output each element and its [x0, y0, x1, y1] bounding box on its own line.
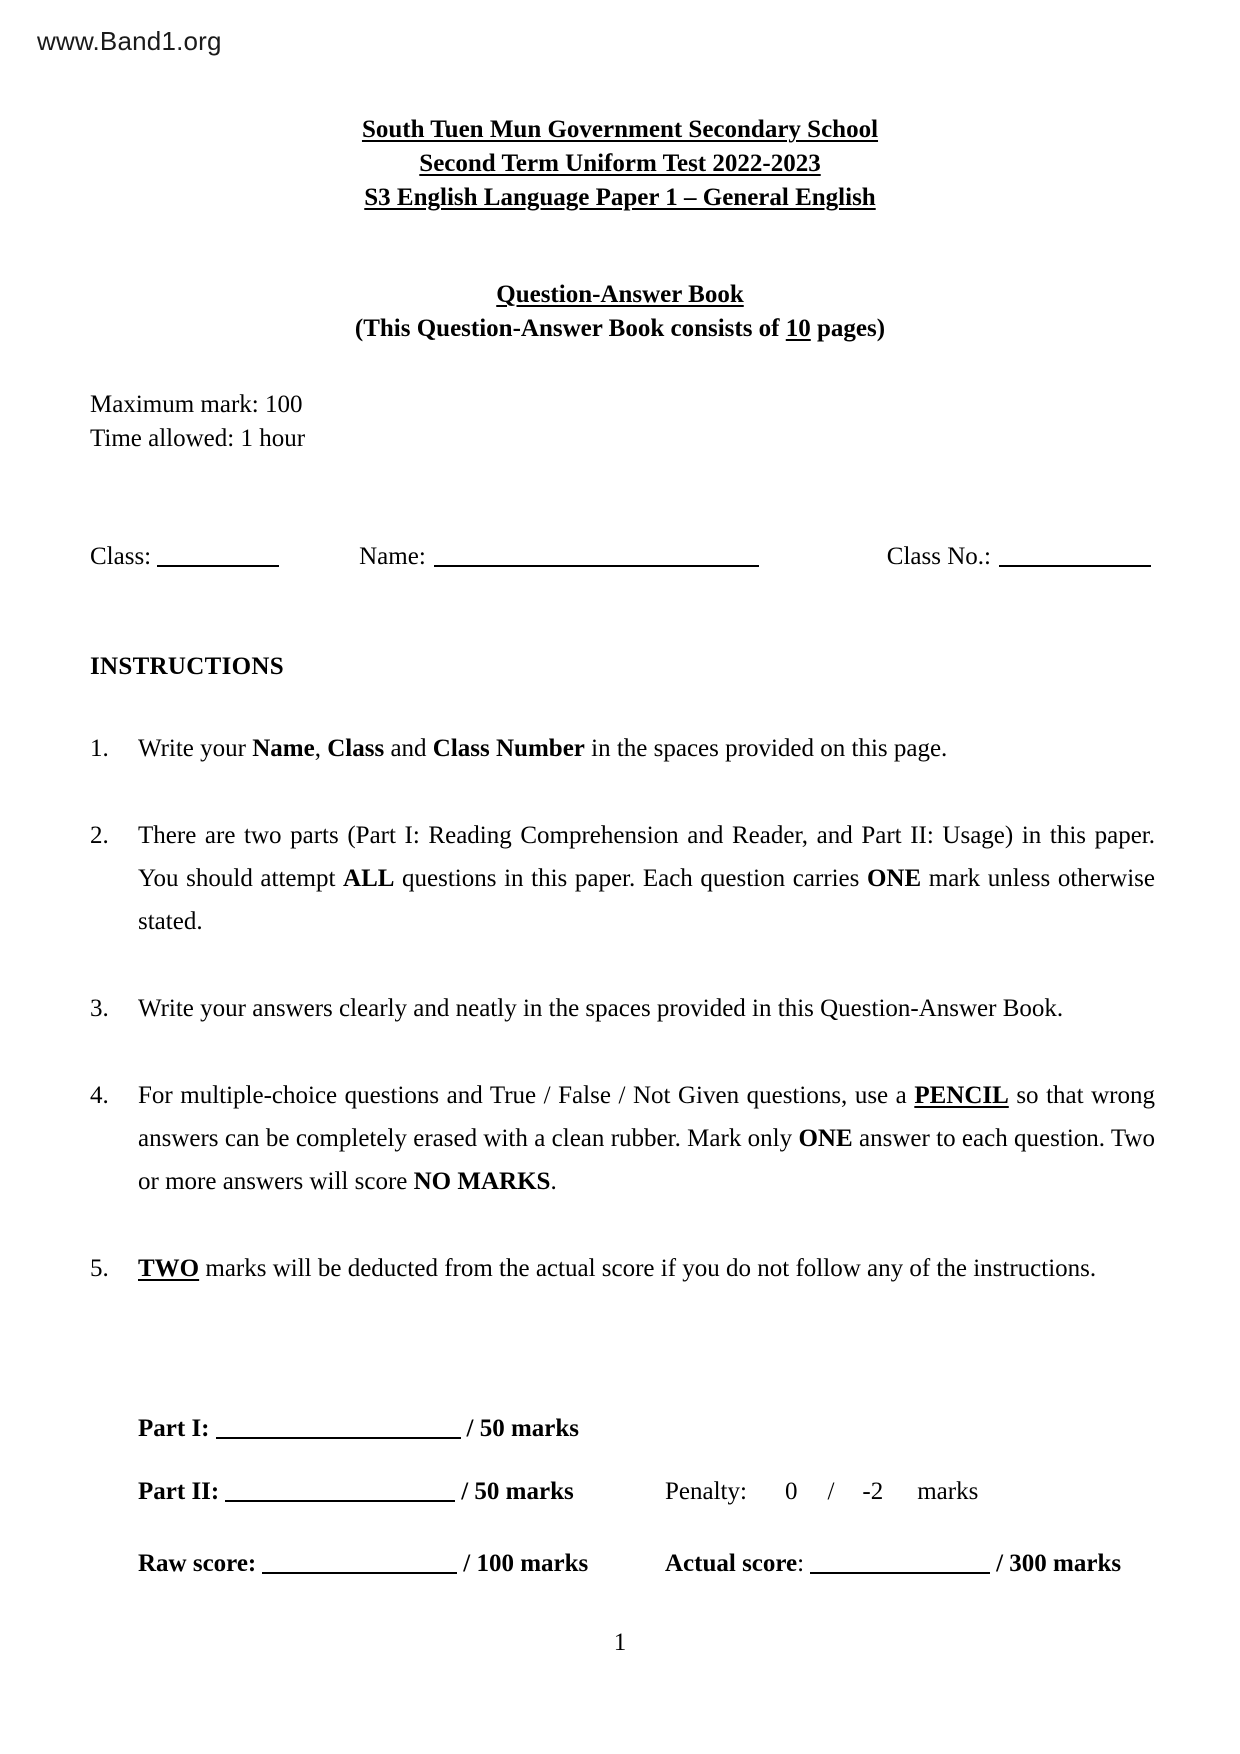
instruction-number: 5. — [90, 1255, 109, 1282]
test-title-line — [0, 147, 1240, 181]
part1-label: Part I: — [138, 1415, 210, 1442]
raw-score-label: Raw score: — [138, 1550, 257, 1577]
raw-score-blank — [262, 1572, 457, 1574]
part2-marks: / 50 marks — [461, 1478, 574, 1505]
book-title: Question-Answer Book — [496, 281, 744, 308]
time-allowed: Time allowed: 1 hour — [90, 425, 306, 452]
instruction-number: 2. — [90, 822, 109, 849]
page-count-note: (This Question-Answer Book consists of 10 pages) — [354, 315, 886, 342]
actual-score-group — [665, 1550, 1121, 1577]
penalty-zero-value: 0 — [784, 1478, 798, 1505]
part2-blank — [225, 1500, 455, 1502]
paper-title: S3 English Language Paper 1 – General English — [364, 184, 876, 211]
student-details-row — [90, 542, 1155, 572]
part1-score-left — [138, 1412, 665, 1446]
raw-score-left — [138, 1547, 665, 1581]
book-title-line — [0, 278, 1240, 312]
instruction-item-3: 3. Write your answers clearly and neatly in the spaces provided in this Question-Answer Book. — [90, 987, 1155, 1030]
score-summary-block — [90, 1412, 1155, 1581]
class-label: Class: — [90, 543, 152, 570]
part2-score-left — [138, 1475, 665, 1509]
actual-score-marks: / 300 marks — [996, 1550, 1122, 1577]
total-score-row — [90, 1547, 1155, 1581]
actual-score-blank — [810, 1572, 990, 1574]
watermark-url: www.Band1.org — [37, 26, 222, 56]
part2-score-row — [90, 1475, 1155, 1509]
class-blank — [157, 565, 279, 567]
instructions-heading: INSTRUCTIONS — [90, 653, 284, 680]
part1-score-row — [90, 1412, 1155, 1446]
instruction-item-2: 2. There are two parts (Part I: Reading Comprehension and Reader, and Part II: Usage) in this paper. You should attempt ALL questions in this paper. Each question carries ONE mark unless otherwise stated. — [90, 814, 1155, 943]
penalty-group — [665, 1478, 978, 1505]
test-title: Second Term Uniform Test 2022-2023 — [419, 150, 821, 177]
paper-title-line — [0, 181, 1240, 215]
penalty-separator: / — [827, 1478, 835, 1505]
page-count-value: 10 — [785, 315, 811, 342]
penalty-unit: marks — [917, 1478, 979, 1505]
raw-score-marks: / 100 marks — [463, 1550, 589, 1577]
exam-info-block — [90, 388, 1155, 456]
instructions-list — [90, 727, 1155, 1290]
penalty-label: Penalty: — [665, 1478, 747, 1505]
instruction-item-1: 1. Write your Name, Class and Class Number in the spaces provided on this page. — [90, 727, 1155, 770]
instruction-item-4: 4. For multiple-choice questions and True / False / Not Given questions, use a PENCIL so that wrong answers can be completely erased with a clean rubber. Mark only ONE answer to each question. Two or more answers will score NO MARKS. — [90, 1074, 1155, 1203]
page-number: 1 — [613, 1629, 627, 1656]
school-name-line — [0, 113, 1240, 147]
instruction-item-5: 5. TWO marks will be deducted from the actual score if you do not follow any of the instructions. — [90, 1247, 1155, 1290]
actual-score-label: Actual score — [665, 1550, 798, 1577]
name-blank — [434, 565, 759, 567]
school-name: South Tuen Mun Government Secondary School — [361, 116, 879, 143]
penalty-minus-value: -2 — [862, 1478, 884, 1505]
actual-score-colon: : — [797, 1550, 805, 1577]
name-label: Name: — [359, 543, 426, 570]
class-no-label: Class No.: — [886, 543, 991, 570]
instruction-number: 4. — [90, 1082, 109, 1109]
class-no-blank — [999, 565, 1151, 567]
instruction-number: 1. — [90, 735, 109, 762]
maximum-mark: Maximum mark: 100 — [90, 391, 303, 418]
part1-marks: / 50 marks — [466, 1415, 579, 1442]
instruction-number: 3. — [90, 995, 109, 1022]
part1-blank — [216, 1437, 461, 1439]
part2-label: Part II: — [138, 1478, 220, 1505]
